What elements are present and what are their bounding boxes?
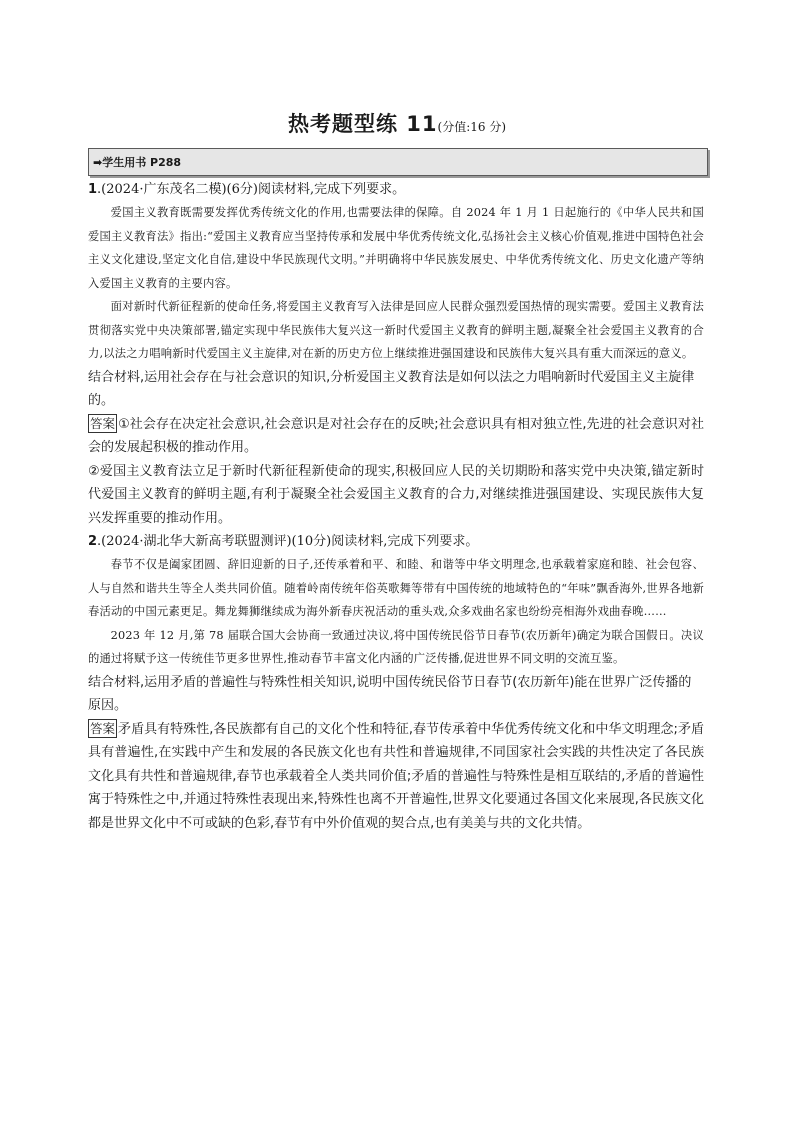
material-paragraph: 春节不仅是阖家团圆、辞旧迎新的日子,还传承着和平、和睦、和谐等中华文明理念,也承载着家庭和睦、社会包容、人与自然和谐共生等全人类共同价值。随着岭南传统年俗英歌舞等带有中国传统的地域特色的“年味”飘香海外,世界各地新春活动的中国元素更足。舞龙舞狮继续成为海外新春庆祝活动的重头戏,众多戏曲名家也纷纷亮相海外戏曲春晚……	[88, 558, 704, 618]
answer-paragraph: ②爱国主义教育法立足于新时代新征程新使命的现实,积极回应人民的关切期盼和落实党中央决策,锚定新时代爱国主义教育的鲜明主题,有利于凝聚全社会爱国主义教育的合力,对继续推进强国建设、实现民族伟大复兴发挥重要的推动作用。	[88, 463, 704, 526]
material-paragraph: 2023 年 12 月,第 78 届联合国大会协商一致通过决议,将中国传统民俗节日春节(农历新年)确定为联合国假日。决议的通过将赋予这一传统佳节更多世界性,推动春节丰富文化内涵的广泛传播,促进世界不同文明的交流互鉴。	[88, 628, 704, 665]
question-prompt: 结合材料,运用矛盾的普遍性与特殊性相关知识,说明中国传统民俗节日春节(农历新年)能在世界广泛传播的原因。	[88, 674, 692, 713]
question-prompt: 结合材料,运用社会存在与社会意识的知识,分析爱国主义教育法是如何以法之力唱响新时代爱国主义主旋律的。	[88, 369, 695, 408]
answer-tag: 答案	[90, 415, 116, 431]
question-source: .(2024·湖北华大新高考联盟测评)(10分)阅读材料,完成下列要求。	[97, 534, 479, 549]
answer-tag: 答案	[90, 720, 116, 736]
question-1-heading	[88, 178, 704, 201]
score-note: (分值:16 分)	[437, 120, 507, 134]
answer-paragraph	[88, 718, 704, 836]
page-title	[0, 108, 794, 138]
answer-paragraph	[88, 413, 704, 460]
question-source: .(2024·广东茂名二模)(6分)阅读材料,完成下列要求。	[97, 182, 406, 197]
content	[88, 178, 704, 835]
student-book-label: ➡学生用书 P288	[93, 156, 182, 169]
question-2-heading	[88, 530, 704, 553]
answer-text: 矛盾具有特殊性,各民族都有自己的文化个性和特征,春节传承着中华优秀传统文化和中华文明理念;矛盾具有普遍性,在实践中产生和发展的各民族文化也有共性和普遍规律,不同国家社会实践的共性决定了各民族文化具有共性和普遍规律,春节也承载着全人类共同价值;矛盾的普遍性与特殊性是相互联结的,矛盾的普遍性寓于特殊性之中,并通过特殊性表现出来,特殊性也离不开普遍性,世界文化要通过各国文化来展现,各民族文化都是世界文化中不可或缺的色彩,春节有中外价值观的契合点,也有美美与共的文化共情。	[88, 721, 704, 831]
question-1	[88, 178, 704, 530]
student-book-banner	[88, 148, 708, 176]
page-title-text: 热考题型练 11	[287, 112, 438, 136]
question-number: 2	[88, 534, 98, 549]
question-number: 1	[88, 182, 98, 197]
question-2	[88, 530, 704, 835]
answer-text: ①社会存在决定社会意识,社会意识是对社会存在的反映;社会意识具有相对独立性,先进的社会意识对社会的发展起积极的推动作用。	[88, 416, 704, 455]
material-paragraph: 面对新时代新征程新的使命任务,将爱国主义教育写入法律是回应人民群众强烈爱国热情的现实需要。爱国主义教育法贯彻落实党中央决策部署,锚定实现中华民族伟大复兴这一新时代爱国主义教育的鲜明主题,凝聚全社会爱国主义教育的合力,以法之力唱响新时代爱国主义主旋律,对在新的历史方位上继续推进强国建设和民族伟大复兴具有重大而深远的意义。	[88, 300, 704, 360]
material-paragraph: 爱国主义教育既需要发挥优秀传统文化的作用,也需要法律的保障。自 2024 年 1 月 1 日起施行的《中华人民共和国爱国主义教育法》指出:“爱国主义教育应当坚持传承和发展中华优秀传统文化,弘扬社会主义核心价值观,推进中国特色社会主义文化建设,坚定文化自信,建设中华民族现代文明。”并明确将中华民族发展史、中华优秀传统文化、历史文化遗产等纳入爱国主义教育的主要内容。	[88, 206, 704, 290]
